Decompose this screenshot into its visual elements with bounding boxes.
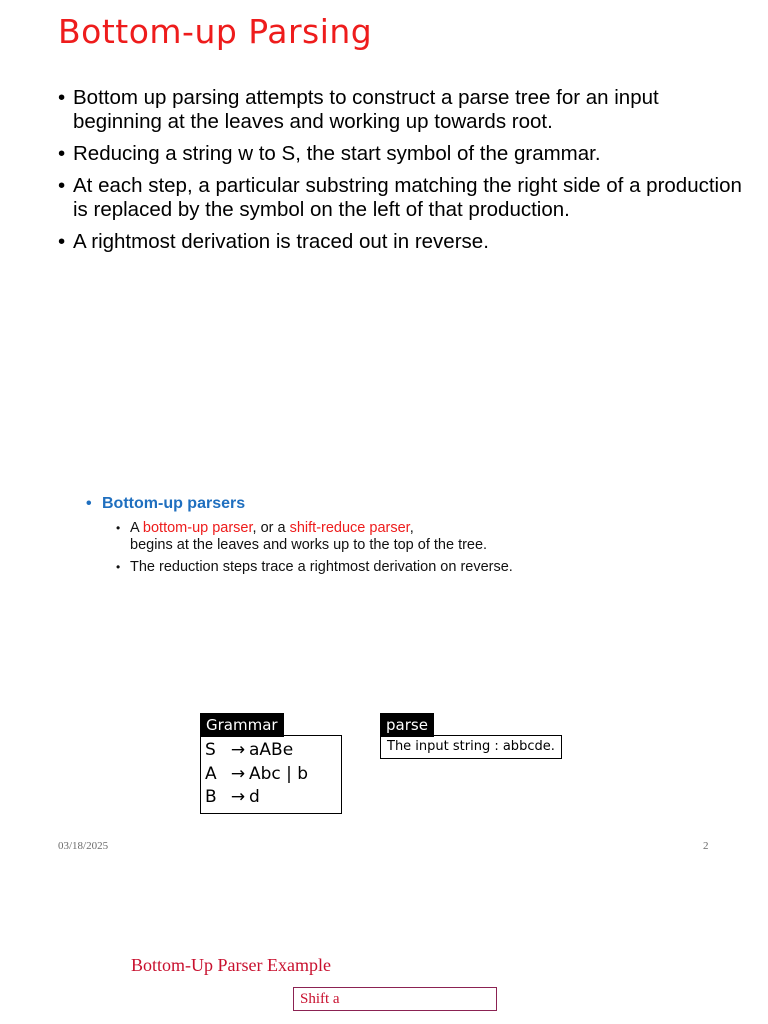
grammar-rule bbox=[205, 739, 337, 763]
bullet-item: • A rightmost derivation is traced out in reverse. bbox=[58, 230, 748, 254]
sub-heading: • Bottom-up parsers bbox=[86, 494, 686, 514]
term-shift-reduce-parser: shift-reduce parser bbox=[289, 520, 410, 536]
main-bullet-list bbox=[58, 86, 748, 262]
rule-lhs: B bbox=[205, 787, 217, 807]
arrow-icon: → bbox=[230, 787, 246, 807]
bullet-item: • Bottom up parsing attempts to construct a parse tree for an input beginning at the leaves and working up towards root. bbox=[58, 86, 748, 134]
parse-label: parse bbox=[380, 713, 434, 737]
bullet-item: • Reducing a string w to S, the start symbol of the grammar. bbox=[58, 142, 748, 166]
bottom-up-parsers-section bbox=[86, 494, 686, 581]
grammar-label: Grammar bbox=[200, 713, 284, 737]
text-fragment: A bbox=[130, 520, 143, 536]
parser-step-box: Shift a bbox=[293, 987, 497, 1011]
arrow-icon: → bbox=[230, 763, 246, 784]
sub-bullet-item: • The reduction steps trace a rightmost derivation on reverse. bbox=[116, 559, 686, 576]
text-fragment: , bbox=[409, 520, 414, 536]
sub-bullet-item bbox=[116, 520, 686, 554]
rule-rhs: aABe bbox=[249, 740, 294, 760]
slide-title: Bottom-up Parsing bbox=[58, 12, 373, 51]
text-fragment: begins at the leaves and works up to the top of the tree. bbox=[130, 537, 488, 553]
page-number: 2 bbox=[703, 840, 709, 852]
rule-lhs: S bbox=[205, 740, 216, 760]
grammar-rule bbox=[205, 786, 337, 810]
text-fragment: , or a bbox=[252, 520, 290, 536]
grammar-rule bbox=[205, 763, 337, 787]
arrow-icon: → bbox=[230, 740, 246, 760]
bullet-item: • At each step, a particular substring matching the right side of a production is replaced by the symbol on the left of that production. bbox=[58, 174, 748, 222]
footer-date: 03/18/2025 bbox=[58, 840, 109, 852]
input-string-box: The input string : abbcde. bbox=[380, 735, 562, 759]
rule-rhs: d bbox=[249, 787, 260, 807]
example-title: Bottom-Up Parser Example bbox=[131, 955, 331, 975]
rule-lhs: A bbox=[205, 763, 217, 784]
rule-rhs: Abc | b bbox=[249, 763, 309, 784]
term-bottom-up-parser: bottom-up parser bbox=[142, 520, 253, 536]
grammar-box bbox=[200, 735, 342, 814]
sub-bullet-list bbox=[116, 520, 686, 576]
